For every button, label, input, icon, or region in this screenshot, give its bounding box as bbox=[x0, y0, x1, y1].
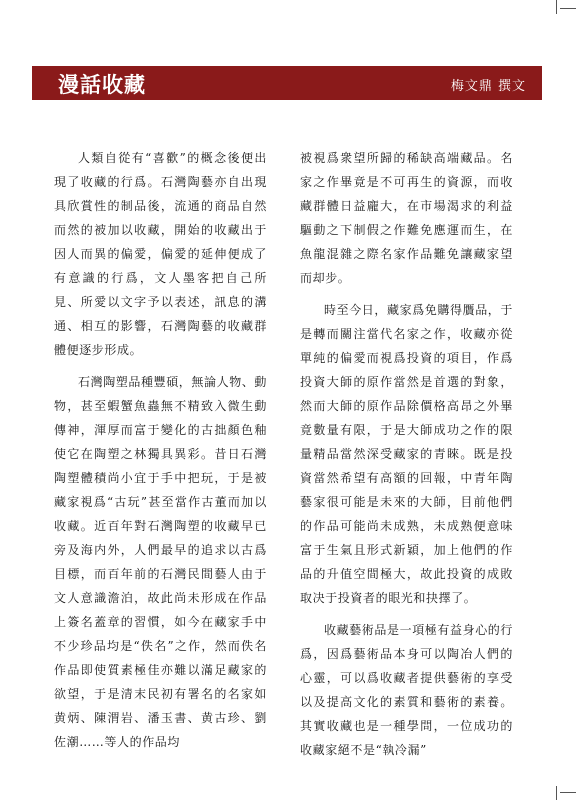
article-header-bar bbox=[32, 66, 542, 100]
paragraph: 時至今日，藏家爲免購得贋品，于是轉而關注當代名家之作，收藏亦從單純的偏愛而視爲投資的項目，作爲投資大師的原作當然是首選的對象，然而大師的原作品除價格高昂之外畢竟數量有限，于是大師成功之作的限量精品當然深受藏家的青睞。既是投資當然希望有高額的回報，中青年陶藝家很可能是未來的大師，目前他們的作品可能尚未成熟，未成熟便意味富于生氣且形式新穎，加上他們的作品的升值空間極大，故此投資的成敗取决于投資者的眼光和抉擇了。 bbox=[300, 303, 514, 605]
crop-mark-bottom-right bbox=[556, 786, 557, 800]
right-text-column bbox=[300, 146, 513, 770]
crop-mark-right-top bbox=[560, 8, 576, 9]
paragraph: 人類自從有“喜歡”的概念後便出現了收藏的行爲。石灣陶藝亦自出現具欣賞性的制品後，流通的商品自然而然的被加以收藏，開始的收藏出于因人而異的偏愛，偏愛的延伸便成了有意識的行爲，文人墨客把自己所見、所愛以文字予以表述，訊息的溝通、相互的影響，石灣陶藝的收藏群體便逐步形成。 bbox=[54, 151, 267, 357]
article-title: 漫話收藏 bbox=[58, 72, 146, 97]
crop-mark-top-right bbox=[556, 0, 557, 14]
paragraph-continued: 被視爲衆望所歸的稀缺高端藏品。名家之作畢竟是不可再生的資源，而收藏群體日益龐大，在市場渴求的利益驅動之下制假之作難免應運而生，在魚龍混雜之際名家作品難免讓藏家望而却步。 bbox=[300, 151, 513, 285]
left-text-column bbox=[54, 146, 267, 762]
article-author: 梅文鼎 撰文 bbox=[450, 79, 526, 94]
crop-mark-right-bottom bbox=[560, 792, 576, 793]
paragraph: 收藏藝術品是一項極有益身心的行爲，因爲藝術品本身可以陶冶人們的心靈，可以爲收藏者提供藝術的享受以及提高文化的素質和藝術的素養。其實收藏也是一種學問，一位成功的收藏家絕不是“執冷漏” bbox=[300, 623, 514, 757]
paragraph: 石灣陶塑品種豐碩，無論人物、動物，甚至蝦蟹魚蟲無不精致入微生動傳神，渾厚而富于變化的古拙顏色釉使它在陶塑之林獨具異彩。昔日石灣陶塑體積尚小宜于手中把玩，于是被藏家視爲“古玩”甚至當作古董而加以收藏。近百年對石灣陶塑的收藏早已旁及海内外，人們最早的追求以古爲目標，而百年前的石灣民間藝人由于文人意識澹泊，故此尚未形成在作品上簽名蓋章的習慣，如今在藏家手中不少珍品均是“佚名”之作，然而佚名作品即使質素極佳亦難以滿足藏家的欲望，于是清末民初有署名的名家如黄炳、陳渭岩、潘玉書、黄古珍、劉佐潮……等人的作品均 bbox=[54, 375, 268, 749]
